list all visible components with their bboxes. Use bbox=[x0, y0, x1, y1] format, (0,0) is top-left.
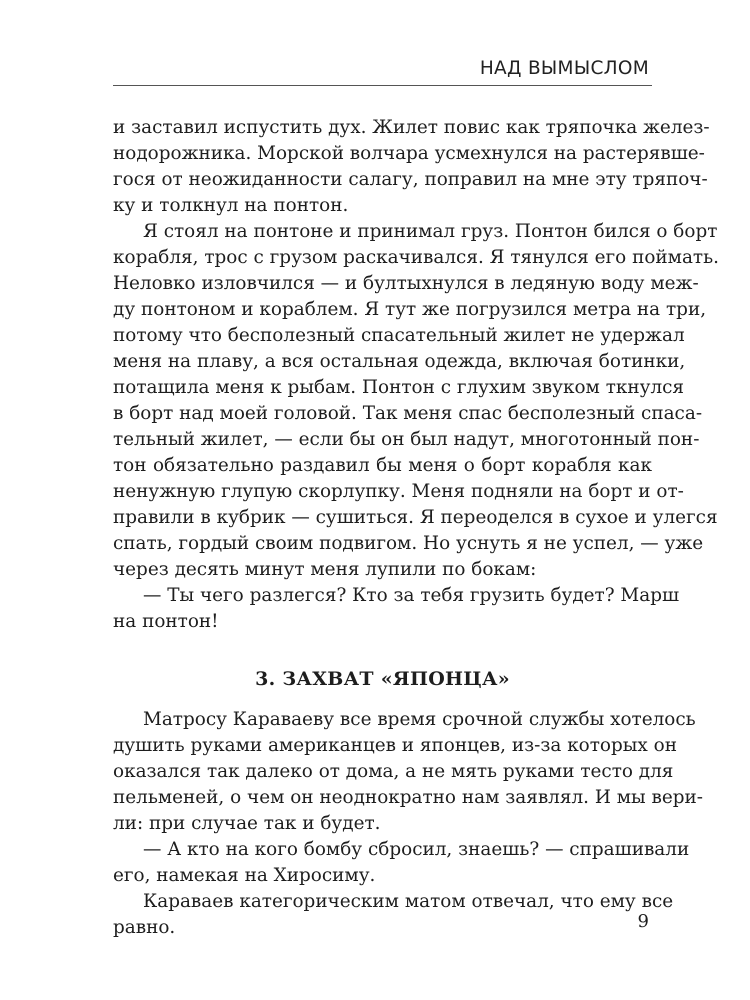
paragraph bbox=[113, 707, 703, 837]
text-line: потому что бесполезный спасательный жилет не удержал bbox=[113, 325, 685, 346]
text-line: Неловко изловчился — и бултыхнулся в ледяную воду меж- bbox=[113, 273, 699, 294]
text-line: правили в кубрик — сушиться. Я переоделся в сухое и улегся bbox=[113, 507, 718, 528]
text-line: оказался так далеко от дома, а не мять руками тесто для bbox=[113, 761, 674, 782]
text-line: — А кто на кого бомбу сбросил, знаешь? — спрашивали bbox=[143, 839, 690, 860]
section-heading: 3. ЗАХВАТ «ЯПОНЦА» bbox=[255, 668, 510, 690]
text-line: корабля, трос с грузом раскачивался. Я тянулся его поймать. bbox=[113, 247, 719, 268]
text-line: тельный жилет, — если бы он был надут, многотонный пон- bbox=[113, 429, 700, 450]
text-line: душить руками американцев и японцев, из-за которых он bbox=[113, 735, 677, 756]
text-line: через десять минут меня лупили по бокам: bbox=[113, 559, 537, 580]
page-number: 9 bbox=[637, 911, 649, 932]
text-line: и заставил испустить дух. Жилет повис как тряпочка желез- bbox=[113, 117, 710, 138]
text-line: равно. bbox=[113, 917, 176, 938]
text-line: на понтон! bbox=[113, 611, 219, 632]
text-line: ли: при случае так и будет. bbox=[113, 813, 381, 834]
text-line: ку и толкнул на понтон. bbox=[113, 195, 349, 216]
paragraph bbox=[113, 219, 719, 583]
text-line: гося от неожиданности салагу, поправил на мне эту тряпоч- bbox=[113, 169, 708, 190]
text-line: Я стоял на понтоне и принимал груз. Понтон бился о борт bbox=[143, 221, 718, 242]
text-line: его, намекая на Хиросиму. bbox=[113, 865, 376, 886]
paragraph bbox=[113, 837, 690, 889]
text-line: потащила меня к рыбам. Понтон с глухим звуком ткнулся bbox=[113, 377, 685, 398]
text-line: ненужную глупую скорлупку. Меня подняли на борт и от- bbox=[113, 481, 684, 502]
text-line: нодорожника. Морской волчара усмехнулся на растерявше- bbox=[113, 143, 705, 164]
header-rule bbox=[113, 85, 652, 86]
text-line: меня на плаву, а вся остальная одежда, включая ботинки, bbox=[113, 351, 686, 372]
text-line: в борт над моей головой. Так меня спас бесполезный спаса- bbox=[113, 403, 703, 424]
paragraph bbox=[113, 115, 710, 219]
text-line: Матросу Караваеву все время срочной службы хотелось bbox=[143, 709, 696, 730]
running-head: НАД ВЫМЫСЛОМ bbox=[479, 58, 649, 79]
paragraph bbox=[113, 583, 680, 635]
text-line: — Ты чего разлегся? Кто за тебя грузить будет? Марш bbox=[143, 585, 680, 606]
text-line: тон обязательно раздавил бы меня о борт корабля как bbox=[113, 455, 652, 476]
body-text bbox=[113, 115, 719, 941]
text-line: пельменей, о чем он неоднократно нам заявлял. И мы вери- bbox=[113, 787, 703, 808]
text-line: спать, гордый своим подвигом. Но уснуть я не успел, — уже bbox=[113, 533, 704, 554]
paragraph bbox=[113, 889, 674, 941]
text-line: Караваев категорическим матом отвечал, что ему все bbox=[143, 891, 674, 912]
text-line: ду понтоном и кораблем. Я тут же погрузился метра на три, bbox=[113, 299, 707, 320]
